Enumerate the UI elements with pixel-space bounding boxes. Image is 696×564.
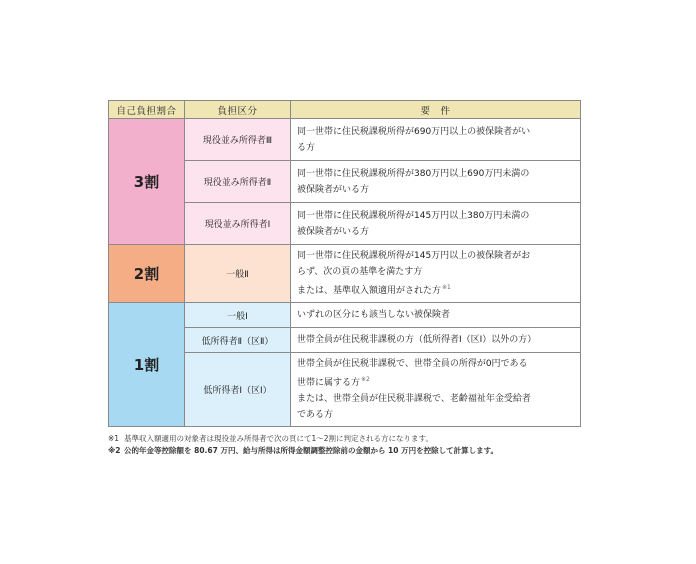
requirement-line: いずれの区分にも該当しない被保険者 [297,310,451,320]
footnote-2-mark: ※2 [108,446,121,455]
category-cell: 低所得者Ⅱ（区Ⅱ） [185,328,291,353]
ratio-cell-1: 1割 [109,303,185,427]
footnote-2-text: 公的年金等控除額を 80.67 万円、給与所得は所得金額調整控除前の金額から 10 万円を控除して計算します。 [124,446,499,455]
requirement-cell [291,328,581,353]
requirement-line: 世帯全員が住民税非課税で、世帯全員の所得が0円である [297,359,528,369]
requirement-cell [291,119,581,161]
requirement-line: 同一世帯に住民税課税所得が380万円以上690万円未満の [297,168,530,179]
burden-ratio-table-container [108,100,580,427]
table-row [109,119,581,161]
requirement-line: 被保険者がいる方 [297,226,370,237]
requirement-line: る方 [297,142,316,153]
requirement-line: である方 [297,410,334,420]
category-cell: 一般Ⅰ [185,303,291,328]
requirement-line: 世帯全員が住民税非課税の方（低所得者Ⅰ（区Ⅰ）以外の方） [297,335,537,345]
table-row [109,245,581,303]
category-cell: 一般Ⅱ [185,245,291,303]
footnote-1 [108,433,648,445]
ratio-cell-2: 2割 [109,245,185,303]
category-cell: 現役並み所得者Ⅰ [185,203,291,245]
footnotes [108,433,648,457]
requirement-line: 同一世帯に住民税課税所得が145万円以上の被保険者がお [297,251,531,261]
footnote-mark-1: ※1 [442,284,451,291]
requirement-cell [291,303,581,328]
requirement-line: または、基準収入額適用がされた方$^{※1}$ [297,284,451,296]
requirement-line: 世帯に属する方$^{※2}$ [297,376,370,388]
ratio-cell-3: 3割 [109,119,185,245]
requirement-line: 被保険者がいる方 [297,184,370,195]
category-cell: 現役並み所得者Ⅱ [185,161,291,203]
footnote-1-mark: ※1 [108,434,120,443]
requirement-cell [291,203,581,245]
category-cell: 現役並み所得者Ⅲ [185,119,291,161]
table-row [109,303,581,328]
table-header-row [109,101,581,119]
header-requirement: 要 件 [291,101,581,119]
header-ratio: 自己負担割合 [109,101,185,119]
requirement-line: または、世帯全員が住民税非課税で、老齢福祉年金受給者 [297,394,531,404]
requirement-line: 同一世帯に住民税課税所得が690万円以上の被保険者がい [297,126,531,137]
footnote-1-text: 基準収入額適用の対象者は現役並み所得者で次の頁にて1～2割に判定される方になります。 [124,434,433,443]
requirement-cell [291,161,581,203]
header-category: 負担区分 [185,101,291,119]
requirement-line: 同一世帯に住民税課税所得が145万円以上380万円未満の [297,210,530,221]
burden-ratio-table [108,100,581,427]
requirement-line: らず、次の頁の基準を満たす方 [297,267,423,277]
category-cell: 低所得者Ⅰ（区Ⅰ） [185,353,291,427]
requirement-cell [291,245,581,303]
requirement-cell [291,353,581,427]
footnote-mark-2: ※2 [361,376,370,383]
footnote-2 [108,445,648,457]
